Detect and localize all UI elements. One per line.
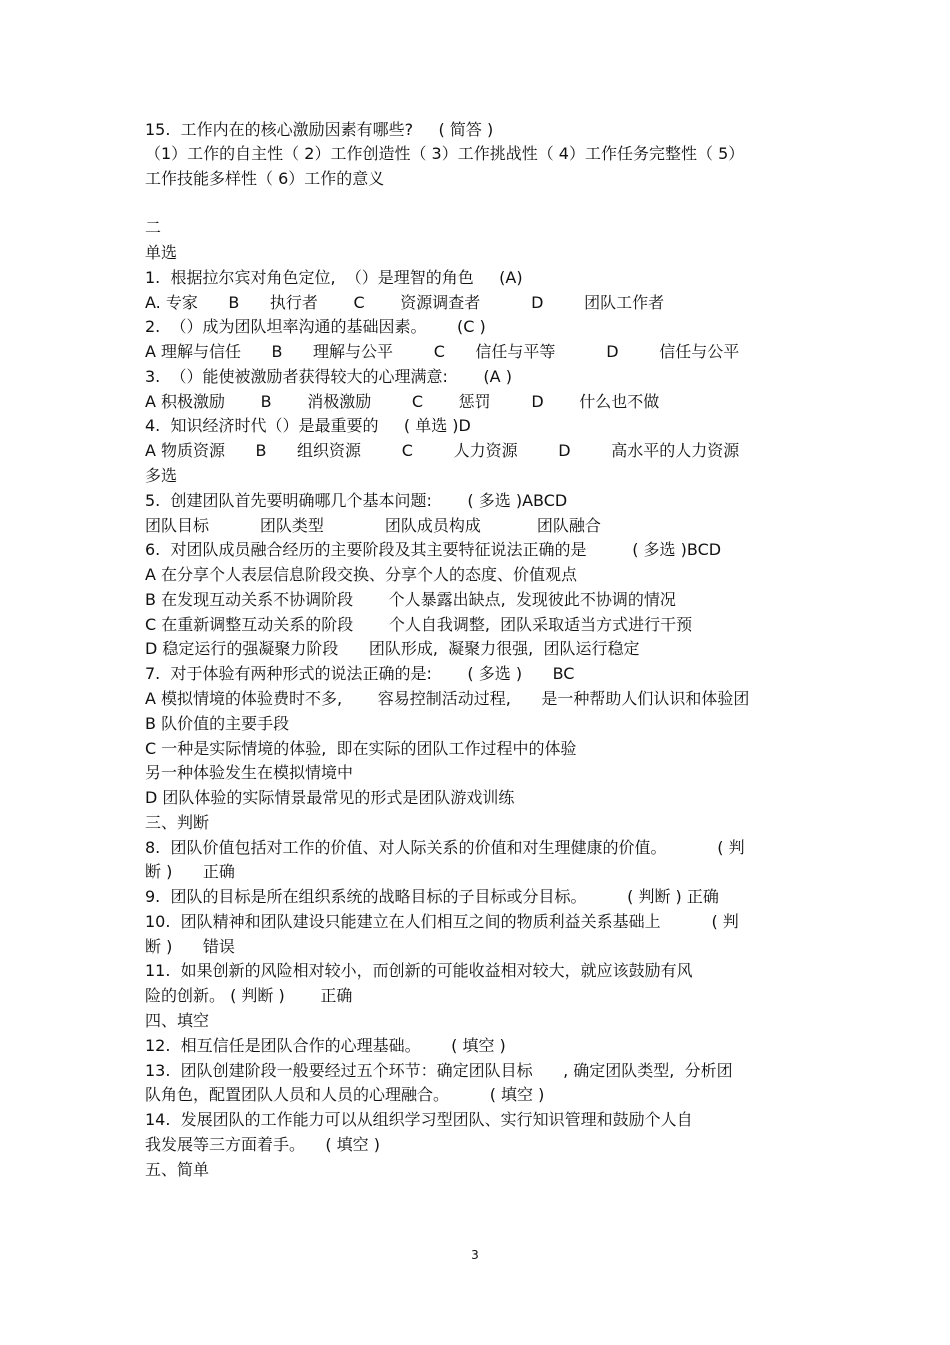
text-line: 15. 工作内在的核心激励因素有哪些? ( 简答 ) bbox=[145, 120, 494, 139]
option-line: C 在重新调整互动关系的阶段 个人自我调整, 团队采取适当方式进行干预 bbox=[145, 615, 693, 634]
answer-line: 队角色，配置团队人员和人员的心理融合。 ( 填空 ) bbox=[145, 1085, 545, 1104]
question: 5. 创建团队首先要明确哪几个基本问题: ( 多选 )ABCD bbox=[145, 491, 568, 510]
question: 12. 相互信任是团队合作的心理基础。 ( 填空 ) bbox=[145, 1036, 506, 1055]
answer-line: 断 ) 正确 bbox=[145, 862, 235, 881]
text-line: （1）工作的自主性（ 2）工作创造性（ 3）工作挑战性（ 4）工作任务完整性（ 5） bbox=[145, 144, 745, 163]
question: 8. 团队价值包括对工作的价值、对人际关系的价值和对生理健康的价值。 ( 判 bbox=[145, 838, 745, 857]
options: A 理解与信任 B 理解与公平 C 信任与平等 D 信任与公平 bbox=[145, 342, 740, 361]
option-line: C 一种是实际情境的体验, 即在实际的团队工作过程中的体验 bbox=[145, 739, 577, 758]
option-line: A 模拟情境的体验费时不多, 容易控制活动过程, 是一种帮助人们认识和体验团 bbox=[145, 689, 750, 708]
option-line: B 队价值的主要手段 bbox=[145, 714, 290, 733]
option-line: D 团队体验的实际情景最常见的形式是团队游戏训练 bbox=[145, 788, 515, 807]
answer-line: 险的创新。 ( 判断 ) 正确 bbox=[145, 986, 353, 1005]
option-line: A 在分享个人表层信息阶段交换、分享个人的态度、价值观点 bbox=[145, 565, 578, 584]
question: 6. 对团队成员融合经历的主要阶段及其主要特征说法正确的是 ( 多选 )BCD bbox=[145, 540, 722, 559]
question: 4. 知识经济时代（）是最重要的 ( 单选 )D bbox=[145, 416, 471, 435]
option-line: D 稳定运行的强凝聚力阶段 团队形成, 凝聚力很强, 团队运行稳定 bbox=[145, 639, 640, 658]
options: A. 专家 B 执行者 C 资源调查者 D 团队工作者 bbox=[145, 293, 665, 312]
page-number: 3 bbox=[471, 1248, 479, 1262]
question: 2. （）成为团队坦率沟通的基础因素。 (C ) bbox=[145, 317, 486, 336]
section-heading: 多选 bbox=[145, 466, 178, 485]
question: 9. 团队的目标是所在组织系统的战略目标的子目标或分目标。 ( 判断 ) 正确 bbox=[145, 887, 719, 906]
question: 1. 根据拉尔宾对角色定位, （）是理智的角色 (A) bbox=[145, 268, 523, 287]
answer-line: 断 ) 错误 bbox=[145, 937, 235, 956]
section-heading: 单选 bbox=[145, 243, 178, 262]
section-heading: 五、简单 bbox=[145, 1160, 210, 1179]
option-line: B 在发现互动关系不协调阶段 个人暴露出缺点, 发现彼此不协调的情况 bbox=[145, 590, 676, 609]
question: 3. （）能使被激励者获得较大的心理满意: (A ) bbox=[145, 367, 512, 386]
answer-line: 我发展等三方面着手。 ( 填空 ) bbox=[145, 1135, 381, 1154]
text-line: 工作技能多样性（ 6）工作的意义 bbox=[145, 169, 385, 188]
options: A 积极激励 B 消极激励 C 惩罚 D 什么也不做 bbox=[145, 392, 660, 411]
question: 7. 对于体验有两种形式的说法正确的是: ( 多选 ) BC bbox=[145, 664, 575, 683]
section-heading: 四、填空 bbox=[145, 1011, 210, 1030]
question: 14. 发展团队的工作能力可以从组织学习型团队、实行知识管理和鼓励个人自 bbox=[145, 1110, 693, 1129]
section-heading: 三、判断 bbox=[145, 813, 210, 832]
question: 10. 团队精神和团队建设只能建立在人们相互之间的物质利益关系基础上 ( 判 bbox=[145, 912, 739, 931]
text-line: 二 bbox=[145, 218, 162, 237]
options: A 物质资源 B 组织资源 C 人力资源 D 高水平的人力资源 bbox=[145, 441, 740, 460]
option-line: 另一种体验发生在模拟情境中 bbox=[145, 763, 354, 782]
question: 13. 团队创建阶段一般要经过五个环节：确定团队目标 , 确定团队类型, 分析团 bbox=[145, 1061, 733, 1080]
options: 团队目标 团队类型 团队成员构成 团队融合 bbox=[145, 516, 601, 535]
question: 11. 如果创新的风险相对较小，而创新的可能收益相对较大，就应该鼓励有风 bbox=[145, 961, 693, 980]
